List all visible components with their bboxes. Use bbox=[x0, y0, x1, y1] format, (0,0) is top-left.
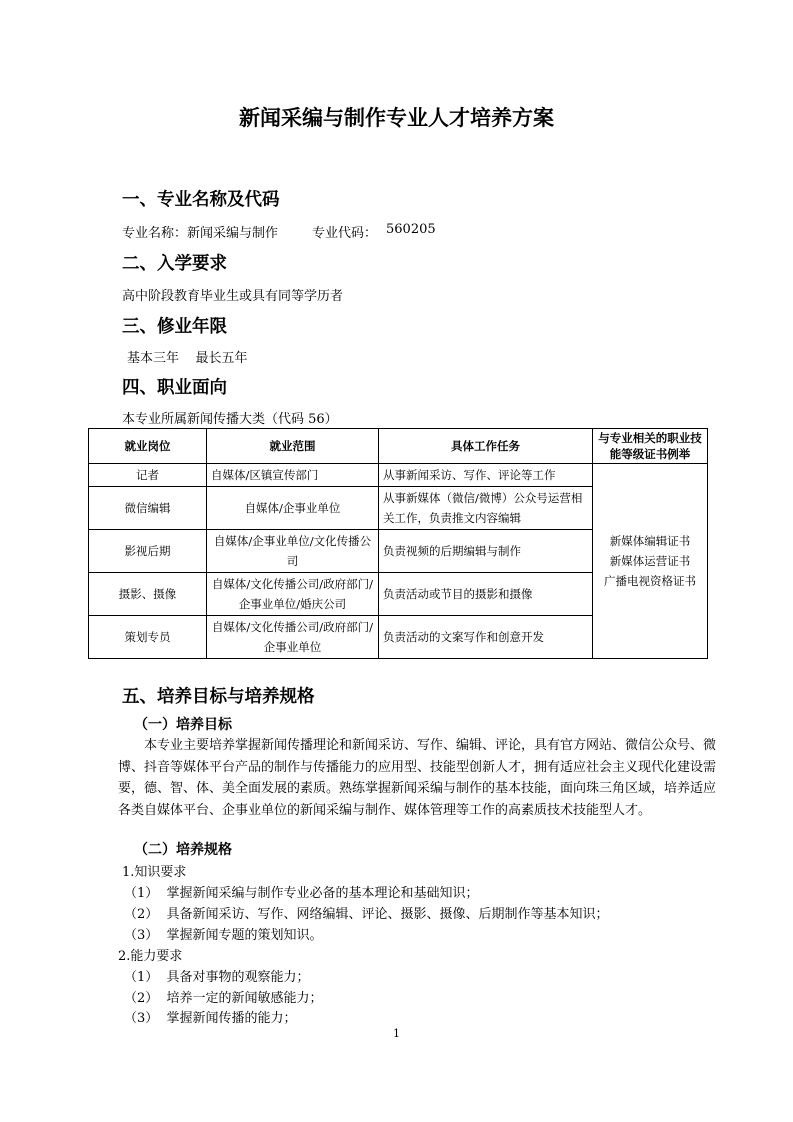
table-header: 就业岗位 bbox=[89, 429, 207, 464]
job-post: 记者 bbox=[89, 464, 207, 487]
list-item: （1） 掌握新闻采编与制作专业必备的基本理论和基础知识； bbox=[124, 886, 479, 901]
table-header: 具体工作任务 bbox=[379, 429, 593, 464]
document-title: 新闻采编与制作专业人才培养方案 bbox=[239, 106, 554, 130]
section-4-heading: 四、职业面向 bbox=[122, 378, 227, 398]
certificate-item: 广播电视资格证书 bbox=[604, 574, 696, 588]
goal-paragraph bbox=[118, 735, 718, 821]
career-table bbox=[88, 428, 708, 659]
table-header: 就业范围 bbox=[207, 429, 379, 464]
job-scope: 自媒体/企事业单位/文化传播公司 bbox=[207, 530, 379, 573]
list-item: （2） 具备新闻采访、写作、网络编辑、评论、摄影、摄像、后期制作等基本知识； bbox=[124, 907, 609, 922]
job-scope: 自媒体/企事业单位 bbox=[207, 487, 379, 530]
major-name: 专业名称：新闻采编与制作 bbox=[122, 226, 279, 241]
table-header: 与专业相关的职业技能等级证书例举 bbox=[593, 429, 708, 464]
job-task: 负责活动的文案写作和创意开发 bbox=[379, 616, 593, 659]
job-post: 微信编辑 bbox=[89, 487, 207, 530]
section-3-heading: 三、修业年限 bbox=[122, 317, 227, 337]
goal-text: 本专业主要培养掌握新闻传播理论和新闻采访、写作、编辑、评论，具有官方网站、微信公众号、微博、抖音等媒体平台产品的制作与传播能力的应用型、技能型创新人才，拥有适应社会主义现代化建设需要，德、智、体、美全面发展的素质。熟练掌握新闻采编与制作的基本技能，面向珠三角区域，培养适应各类自媒体平台、企事业单位的新闻采编与制作、媒体管理等工作的高素质技术技能型人才。 bbox=[118, 738, 717, 818]
major-code-label: 专业代码： bbox=[312, 226, 378, 241]
job-scope: 自媒体/文化传播公司/政府部门/企事业单位 bbox=[207, 616, 379, 659]
certificate-item: 新媒体运营证书 bbox=[609, 554, 691, 568]
section-2-heading: 二、入学要求 bbox=[122, 254, 227, 274]
job-scope: 自媒体/文化传播公司/政府部门/企事业单位/婚庆公司 bbox=[207, 573, 379, 616]
study-duration: 基本三年 最长五年 bbox=[127, 351, 248, 366]
certificate-list bbox=[593, 464, 708, 659]
table-header-row bbox=[89, 429, 708, 464]
list-item: （1） 具备对事物的观察能力； bbox=[124, 970, 310, 985]
job-scope: 自媒体/区镇宣传部门 bbox=[207, 464, 379, 487]
list-item: （3） 掌握新闻专题的策划知识。 bbox=[124, 928, 323, 943]
admission-requirement: 高中阶段教育毕业生或具有同等学历者 bbox=[122, 289, 344, 304]
job-post: 影视后期 bbox=[89, 530, 207, 573]
major-code-value: 560205 bbox=[386, 222, 436, 237]
certificate-item: 新媒体编辑证书 bbox=[609, 534, 691, 548]
job-task: 负责活动或节目的摄影和摄像 bbox=[379, 573, 593, 616]
section-1-heading: 一、专业名称及代码 bbox=[122, 190, 280, 210]
list-item: （2） 培养一定的新闻敏感能力； bbox=[124, 991, 323, 1006]
job-task: 从事新媒体（微信/微博）公众号运营相关工作，负责推文内容编辑 bbox=[379, 487, 593, 530]
job-task: 从事新闻采访、写作、评论等工作 bbox=[379, 464, 593, 487]
job-task: 负责视频的后期编辑与制作 bbox=[379, 530, 593, 573]
page-number: 1 bbox=[393, 1027, 400, 1040]
job-post: 摄影、摄像 bbox=[89, 573, 207, 616]
list-item: （3） 掌握新闻传播的能力； bbox=[124, 1011, 297, 1026]
knowledge-title: 1.知识要求 bbox=[122, 865, 187, 880]
table-caption: 本专业所属新闻传播大类（代码 56） bbox=[122, 412, 338, 427]
job-post: 策划专员 bbox=[89, 616, 207, 659]
ability-title: 2.能力要求 bbox=[118, 949, 183, 964]
table-row bbox=[89, 464, 708, 487]
section-5-heading: 五、培养目标与培养规格 bbox=[122, 687, 315, 707]
subsection-spec-heading: （二）培养规格 bbox=[134, 842, 232, 858]
subsection-goal-heading: （一）培养目标 bbox=[134, 717, 232, 733]
